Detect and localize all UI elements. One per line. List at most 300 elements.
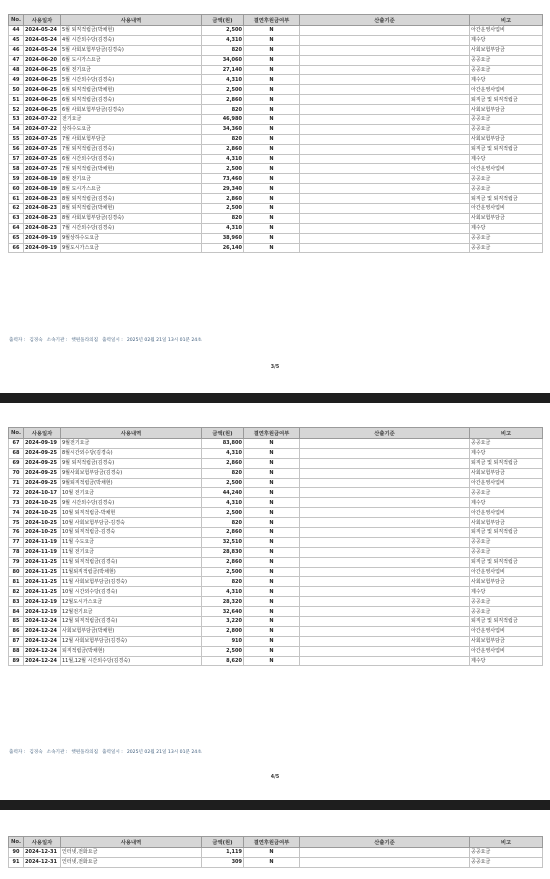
table-row (9, 115, 543, 125)
cell-description: 7월 시간외수당(김경숙) (61, 223, 202, 233)
cell-no: 69 (9, 458, 24, 468)
cell-amount: 2,500 (202, 85, 244, 95)
cell-amount: 4,310 (202, 75, 244, 85)
cell-basis (300, 223, 470, 233)
cell-sponsorship: N (244, 458, 300, 468)
cell-no: 82 (9, 587, 24, 597)
cell-description: 퇴직적립금(박채현) (61, 646, 202, 656)
cell-date: 2024-10-25 (24, 518, 61, 528)
col-header-remarks: 비고 (470, 428, 543, 439)
cell-sponsorship: N (244, 508, 300, 518)
cell-basis (300, 848, 470, 858)
table-row (9, 194, 543, 204)
cell-basis (300, 468, 470, 478)
cell-basis (300, 597, 470, 607)
cell-remarks: 공공요금 (470, 857, 543, 867)
cell-amount: 28,830 (202, 547, 244, 557)
table-row (9, 547, 543, 557)
cell-basis (300, 537, 470, 547)
cell-amount: 8,620 (202, 656, 244, 666)
cell-date: 2024-07-22 (24, 115, 61, 125)
cell-sponsorship: N (244, 243, 300, 253)
cell-amount: 910 (202, 636, 244, 646)
cell-date: 2024-09-25 (24, 448, 61, 458)
cell-amount: 309 (202, 857, 244, 867)
cell-description: 6월 전기요금 (61, 65, 202, 75)
cell-no: 76 (9, 528, 24, 538)
cell-description: 11월,12월 시간외수당(김경숙) (61, 656, 202, 666)
cell-basis (300, 439, 470, 449)
cell-no: 86 (9, 626, 24, 636)
cell-no: 61 (9, 194, 24, 204)
table-row (9, 448, 543, 458)
cell-sponsorship: N (244, 95, 300, 105)
cell-no: 81 (9, 577, 24, 587)
cell-amount: 2,800 (202, 626, 244, 636)
print-info-footer (9, 749, 206, 755)
table-row (9, 857, 543, 867)
table-row (9, 626, 543, 636)
cell-amount: 26,140 (202, 243, 244, 253)
table-row (9, 35, 543, 45)
cell-sponsorship: N (244, 184, 300, 194)
cell-remarks: 제수당 (470, 448, 543, 458)
cell-amount: 2,860 (202, 95, 244, 105)
cell-description: 10월 전기요금 (61, 488, 202, 498)
cell-description: 사회보험부담금(박채현) (61, 626, 202, 636)
cell-remarks: 사회보험부담금 (470, 468, 543, 478)
author-label: 출력자 : (9, 750, 26, 755)
cell-basis (300, 144, 470, 154)
cell-remarks: 퇴직금 및 퇴직적립금 (470, 194, 543, 204)
cell-no: 52 (9, 105, 24, 115)
cell-date: 2024-08-19 (24, 174, 61, 184)
cell-amount: 2,500 (202, 164, 244, 174)
cell-basis (300, 488, 470, 498)
cell-remarks: 제수당 (470, 154, 543, 164)
cell-date: 2024-07-25 (24, 154, 61, 164)
table-row (9, 26, 543, 36)
col-header-amount: 금액(원) (202, 15, 244, 26)
cell-description: 10월 퇴직적립금-박채현 (61, 508, 202, 518)
cell-sponsorship: N (244, 85, 300, 95)
cell-no: 74 (9, 508, 24, 518)
table-row (9, 154, 543, 164)
cell-no: 63 (9, 213, 24, 223)
cell-date: 2024-12-31 (24, 848, 61, 858)
cell-basis (300, 85, 470, 95)
cell-remarks: 제수당 (470, 75, 543, 85)
cell-amount: 44,240 (202, 488, 244, 498)
cell-description: 8월시간외수당(김경숙) (61, 448, 202, 458)
cell-basis (300, 124, 470, 134)
cell-sponsorship: N (244, 26, 300, 36)
cell-basis (300, 498, 470, 508)
table-row (9, 587, 543, 597)
cell-description: 9월 퇴직적립금(김경숙) (61, 458, 202, 468)
cell-amount: 4,310 (202, 154, 244, 164)
cell-basis (300, 184, 470, 194)
col-header-date: 사용일자 (24, 15, 61, 26)
cell-sponsorship: N (244, 636, 300, 646)
cell-sponsorship: N (244, 35, 300, 45)
cell-no: 58 (9, 164, 24, 174)
cell-remarks: 사회보험부담금 (470, 213, 543, 223)
cell-remarks: 공공요금 (470, 597, 543, 607)
cell-date: 2024-09-25 (24, 478, 61, 488)
cell-basis (300, 636, 470, 646)
cell-date: 2024-06-20 (24, 55, 61, 65)
cell-description: 4월 시간외수당(김경숙) (61, 35, 202, 45)
cell-remarks: 제수당 (470, 223, 543, 233)
cell-sponsorship: N (244, 617, 300, 627)
cell-sponsorship: N (244, 115, 300, 125)
cell-amount: 2,860 (202, 557, 244, 567)
cell-remarks: 공공요금 (470, 115, 543, 125)
cell-remarks: 아간운영사업비 (470, 26, 543, 36)
cell-sponsorship: N (244, 134, 300, 144)
cell-sponsorship: N (244, 567, 300, 577)
cell-sponsorship: N (244, 597, 300, 607)
cell-description: 8월 도시가스요금 (61, 184, 202, 194)
cell-description: 6월 도시가스요금 (61, 55, 202, 65)
cell-amount: 4,310 (202, 587, 244, 597)
cell-amount: 2,500 (202, 567, 244, 577)
cell-amount: 4,310 (202, 498, 244, 508)
cell-no: 90 (9, 848, 24, 858)
table-row (9, 105, 543, 115)
cell-no: 91 (9, 857, 24, 867)
cell-date: 2024-05-24 (24, 45, 61, 55)
cell-basis (300, 134, 470, 144)
cell-date: 2024-12-19 (24, 597, 61, 607)
cell-amount: 2,860 (202, 194, 244, 204)
cell-remarks: 공공요금 (470, 55, 543, 65)
table-row (9, 518, 543, 528)
cell-no: 85 (9, 617, 24, 627)
cell-remarks: 사회보험부담금 (470, 105, 543, 115)
cell-sponsorship: N (244, 213, 300, 223)
cell-description: 6월 퇴직적립금(박채현) (61, 85, 202, 95)
cell-sponsorship: N (244, 448, 300, 458)
cell-basis (300, 528, 470, 538)
page-separator (0, 800, 550, 810)
cell-amount: 820 (202, 518, 244, 528)
col-header-sponsorship: 결연후원금여부 (244, 15, 300, 26)
table-row (9, 848, 543, 858)
col-header-remarks: 비고 (470, 837, 543, 848)
cell-basis (300, 547, 470, 557)
cell-date: 2024-07-25 (24, 144, 61, 154)
table-row (9, 557, 543, 567)
cell-sponsorship: N (244, 498, 300, 508)
cell-description: 인터넷,전화요금 (61, 857, 202, 867)
print-time: 2025년 02월 21일 13시 01분 24초 (126, 338, 202, 343)
cell-no: 47 (9, 55, 24, 65)
table-row (9, 508, 543, 518)
cell-remarks: 아간운영사업비 (470, 478, 543, 488)
table-row (9, 607, 543, 617)
cell-description: 11월 수도요금 (61, 537, 202, 547)
cell-description: 9월퇴직적립금(박채현) (61, 478, 202, 488)
cell-basis (300, 105, 470, 115)
cell-remarks: 사회보험부담금 (470, 45, 543, 55)
cell-amount: 2,500 (202, 508, 244, 518)
cell-remarks: 아간운영사업비 (470, 85, 543, 95)
cell-no: 60 (9, 184, 24, 194)
cell-no: 71 (9, 478, 24, 488)
cell-amount: 820 (202, 468, 244, 478)
cell-description: 8월 전기요금 (61, 174, 202, 184)
cell-sponsorship: N (244, 144, 300, 154)
cell-basis (300, 233, 470, 243)
print-time: 2025년 02월 21일 13시 01분 24초 (126, 750, 202, 755)
cell-description: 9월사회보험부담금(김경숙) (61, 468, 202, 478)
cell-amount: 83,800 (202, 439, 244, 449)
cell-amount: 820 (202, 577, 244, 587)
cell-no: 56 (9, 144, 24, 154)
cell-no: 79 (9, 557, 24, 567)
cell-basis (300, 65, 470, 75)
cell-amount: 38,960 (202, 233, 244, 243)
cell-basis (300, 607, 470, 617)
cell-date: 2024-06-25 (24, 85, 61, 95)
page-number: 4/5 (270, 775, 280, 780)
time-label: 출력일시 : (102, 750, 123, 755)
cell-no: 59 (9, 174, 24, 184)
cell-no: 45 (9, 35, 24, 45)
cell-amount: 2,860 (202, 144, 244, 154)
author-name: 김경숙 (29, 338, 43, 343)
cell-remarks: 공공요금 (470, 848, 543, 858)
table-row (9, 439, 543, 449)
cell-sponsorship: N (244, 488, 300, 498)
cell-description: 7월 퇴직적립금(김경숙) (61, 144, 202, 154)
col-header-sponsorship: 결연후원금여부 (244, 428, 300, 439)
cell-basis (300, 557, 470, 567)
col-header-no: No. (9, 428, 24, 439)
cell-sponsorship: N (244, 857, 300, 867)
cell-basis (300, 567, 470, 577)
cell-date: 2024-08-23 (24, 204, 61, 214)
col-header-date: 사용일자 (24, 428, 61, 439)
cell-remarks: 아간운영사업비 (470, 567, 543, 577)
cell-amount: 34,060 (202, 55, 244, 65)
table-row (9, 233, 543, 243)
cell-description: 12월전기요금 (61, 607, 202, 617)
table-row (9, 45, 543, 55)
cell-date: 2024-12-24 (24, 656, 61, 666)
cell-date: 2024-12-31 (24, 857, 61, 867)
cell-remarks: 사회보험부담금 (470, 518, 543, 528)
cell-date: 2024-12-24 (24, 636, 61, 646)
cell-no: 68 (9, 448, 24, 458)
cell-date: 2024-10-25 (24, 528, 61, 538)
cell-description: 6월 사회보험부담금(김경숙) (61, 105, 202, 115)
cell-date: 2024-05-24 (24, 26, 61, 36)
cell-date: 2024-11-25 (24, 567, 61, 577)
cell-date: 2024-08-23 (24, 223, 61, 233)
cell-date: 2024-06-25 (24, 95, 61, 105)
cell-amount: 34,360 (202, 124, 244, 134)
cell-basis (300, 646, 470, 656)
cell-date: 2024-10-25 (24, 508, 61, 518)
cell-basis (300, 95, 470, 105)
table-row (9, 597, 543, 607)
cell-no: 53 (9, 115, 24, 125)
cell-sponsorship: N (244, 468, 300, 478)
cell-basis (300, 164, 470, 174)
expense-table-page-3 (8, 14, 543, 253)
cell-sponsorship: N (244, 154, 300, 164)
cell-sponsorship: N (244, 587, 300, 597)
cell-description: 12월 사회보험부담금(김경숙) (61, 636, 202, 646)
col-header-amount: 금액(원) (202, 428, 244, 439)
cell-remarks: 퇴직금 및 퇴직적립금 (470, 144, 543, 154)
cell-date: 2024-12-24 (24, 617, 61, 627)
cell-sponsorship: N (244, 656, 300, 666)
cell-basis (300, 55, 470, 65)
cell-description: 전기요금 (61, 115, 202, 125)
table-row (9, 75, 543, 85)
cell-amount: 2,860 (202, 458, 244, 468)
cell-sponsorship: N (244, 55, 300, 65)
org-label: 소속기관 : (46, 338, 68, 343)
cell-basis (300, 115, 470, 125)
cell-description: 10월 퇴직적립금-김경숙 (61, 528, 202, 538)
cell-basis (300, 174, 470, 184)
expense-table-page-5 (8, 836, 543, 868)
table-row (9, 478, 543, 488)
cell-amount: 28,320 (202, 597, 244, 607)
cell-sponsorship: N (244, 174, 300, 184)
cell-sponsorship: N (244, 528, 300, 538)
cell-date: 2024-11-25 (24, 587, 61, 597)
cell-date: 2024-09-25 (24, 468, 61, 478)
table-row (9, 184, 543, 194)
cell-remarks: 공공요금 (470, 488, 543, 498)
cell-date: 2024-11-19 (24, 537, 61, 547)
cell-sponsorship: N (244, 105, 300, 115)
cell-sponsorship: N (244, 223, 300, 233)
cell-basis (300, 518, 470, 528)
cell-amount: 820 (202, 213, 244, 223)
cell-basis (300, 577, 470, 587)
table-row (9, 134, 543, 144)
table-row (9, 124, 543, 134)
cell-amount: 27,140 (202, 65, 244, 75)
cell-sponsorship: N (244, 537, 300, 547)
cell-description: 11월 전기요금 (61, 547, 202, 557)
cell-basis (300, 587, 470, 597)
col-header-basis: 산출기준 (300, 428, 470, 439)
page-number: 3/5 (270, 365, 280, 370)
cell-date: 2024-06-25 (24, 75, 61, 85)
cell-basis (300, 213, 470, 223)
table-row (9, 656, 543, 666)
col-header-remarks: 비고 (470, 15, 543, 26)
cell-date: 2024-08-23 (24, 194, 61, 204)
cell-description: 5월 사회보험부담금(김경숙) (61, 45, 202, 55)
cell-description: 5월 퇴직적립금(박채현) (61, 26, 202, 36)
cell-remarks: 퇴직금 및 퇴직적립금 (470, 458, 543, 468)
table-row (9, 488, 543, 498)
cell-no: 73 (9, 498, 24, 508)
cell-remarks: 아간운영사업비 (470, 164, 543, 174)
expense-table-page-4 (8, 427, 543, 666)
author-label: 출력자 : (9, 338, 26, 343)
table-row (9, 213, 543, 223)
cell-no: 57 (9, 154, 24, 164)
cell-date: 2024-11-25 (24, 577, 61, 587)
cell-sponsorship: N (244, 194, 300, 204)
col-header-sponsorship: 결연후원금여부 (244, 837, 300, 848)
cell-sponsorship: N (244, 848, 300, 858)
cell-description: 9월도시가스요금 (61, 243, 202, 253)
cell-no: 64 (9, 223, 24, 233)
cell-remarks: 퇴직금 및 퇴직적립금 (470, 557, 543, 567)
cell-no: 87 (9, 636, 24, 646)
cell-amount: 2,500 (202, 204, 244, 214)
cell-sponsorship: N (244, 75, 300, 85)
cell-date: 2024-11-19 (24, 547, 61, 557)
cell-sponsorship: N (244, 439, 300, 449)
cell-description: 7월 사회보험부담금 (61, 134, 202, 144)
cell-sponsorship: N (244, 646, 300, 656)
cell-date: 2024-12-19 (24, 607, 61, 617)
cell-remarks: 공공요금 (470, 243, 543, 253)
cell-amount: 32,640 (202, 607, 244, 617)
table-row (9, 577, 543, 587)
cell-remarks: 제수당 (470, 656, 543, 666)
cell-remarks: 사회보험부담금 (470, 134, 543, 144)
cell-no: 78 (9, 547, 24, 557)
cell-remarks: 사회보험부담금 (470, 636, 543, 646)
cell-date: 2024-08-19 (24, 184, 61, 194)
cell-date: 2024-10-25 (24, 498, 61, 508)
cell-amount: 4,310 (202, 223, 244, 233)
cell-remarks: 아간운영사업비 (470, 626, 543, 636)
table-row (9, 164, 543, 174)
col-header-amount: 금액(원) (202, 837, 244, 848)
table-row (9, 567, 543, 577)
cell-date: 2024-09-19 (24, 439, 61, 449)
cell-basis (300, 204, 470, 214)
cell-basis (300, 154, 470, 164)
table-row (9, 498, 543, 508)
cell-basis (300, 448, 470, 458)
cell-no: 80 (9, 567, 24, 577)
cell-date: 2024-11-25 (24, 557, 61, 567)
cell-date: 2024-05-24 (24, 35, 61, 45)
cell-remarks: 공공요금 (470, 607, 543, 617)
cell-basis (300, 458, 470, 468)
cell-amount: 4,310 (202, 35, 244, 45)
cell-date: 2024-12-24 (24, 646, 61, 656)
cell-no: 83 (9, 597, 24, 607)
cell-sponsorship: N (244, 164, 300, 174)
cell-no: 62 (9, 204, 24, 214)
cell-amount: 2,500 (202, 26, 244, 36)
cell-basis (300, 857, 470, 867)
author-name: 김경숙 (29, 750, 43, 755)
cell-no: 54 (9, 124, 24, 134)
cell-no: 77 (9, 537, 24, 547)
cell-date: 2024-09-25 (24, 458, 61, 468)
cell-sponsorship: N (244, 577, 300, 587)
cell-amount: 2,500 (202, 478, 244, 488)
table-header-row (9, 428, 543, 439)
